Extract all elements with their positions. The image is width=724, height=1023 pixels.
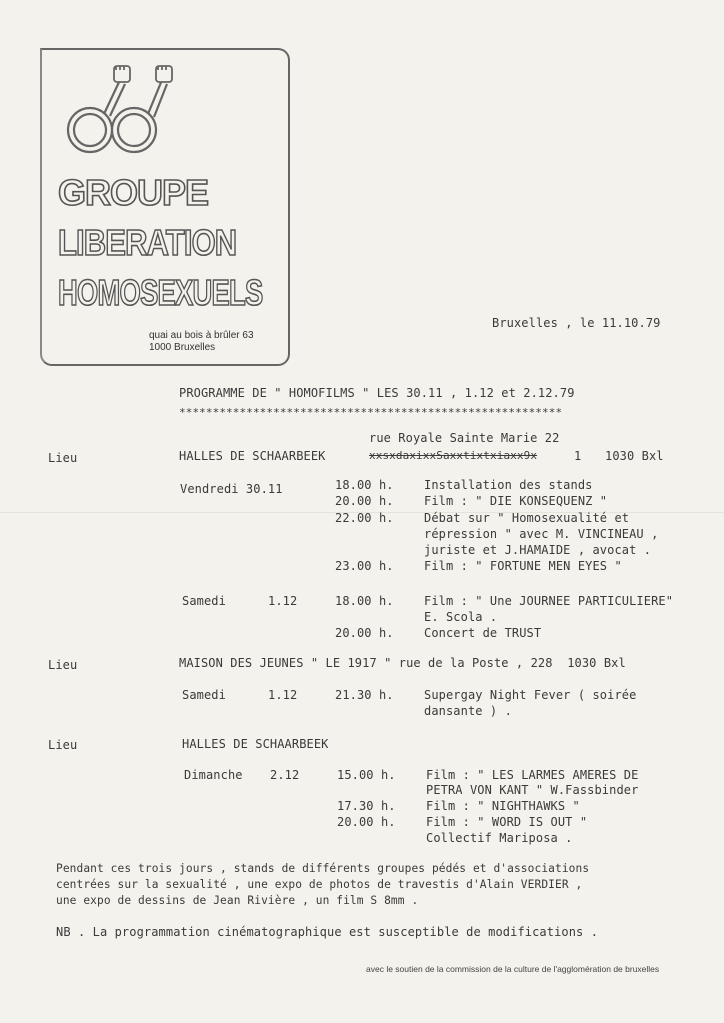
venue1-struck-text: xxsxdaxixxSaxxtixtxiaxx9x (369, 449, 538, 462)
venue3-name: HALLES DE SCHAARBEEK (182, 737, 329, 751)
venue3-text-3: Film : " NIGHTHAWKS " (426, 799, 580, 813)
venue1-lieu-label: Lieu (48, 451, 78, 465)
venue1-struck-suffix: 1 (574, 449, 582, 463)
day1-time-3: 22.00 h. (335, 511, 394, 525)
venue3-day-label: Dimanche (184, 768, 243, 782)
venue3-time-4: 20.00 h. (337, 815, 396, 829)
paragraph-line1: Pendant ces trois jours , stands de différents groupes pédés et d'associations (56, 862, 590, 875)
day1-time-6: 23.00 h. (335, 559, 394, 573)
programme-heading: PROGRAMME DE " HOMOFILMS " LES 30.11 , 1.12 et 2.12.79 (179, 386, 575, 400)
day2-time-1: 18.00 h. (335, 594, 394, 608)
day1-time-2: 20.00 h. (335, 494, 394, 508)
day2-date: 1.12 (268, 594, 298, 608)
day1-time-1: 18.00 h. (335, 478, 394, 492)
day2-text-3: Concert de TRUST (424, 626, 542, 640)
address-line2: 1000 Bruxelles (149, 342, 216, 353)
note-line: NB . La programmation cinématographique est susceptible de modifications . (56, 925, 599, 939)
day2-text-2: E. Scola . (424, 610, 498, 624)
date-line: Bruxelles , le 11.10.79 (492, 316, 661, 330)
venue3-text-5: Collectif Mariposa . (426, 831, 573, 845)
venue2-text-2: dansante ) . (424, 704, 512, 718)
venue2-lieu-label: Lieu (48, 658, 78, 672)
venue3-text-1: Film : " LES LARMES AMERES DE (426, 768, 639, 782)
org-name-line1: GROUPE (58, 172, 209, 213)
venue2-name: MAISON DES JEUNES " LE 1917 " rue de la Poste , 228 1030 Bxl (179, 656, 626, 670)
double-male-symbol-raised-fists-icon (58, 60, 178, 160)
venue2-day-date: 1.12 (268, 688, 298, 702)
asterisk-divider: ********************************************************* (179, 406, 563, 419)
day2-time-3: 20.00 h. (335, 626, 394, 640)
venue3-day-date: 2.12 (270, 768, 300, 782)
paragraph-line3: une expo de dessins de Jean Rivière , un film S 8mm . (56, 894, 419, 907)
venue2-day-label: Samedi (182, 688, 226, 702)
venue3-time-1: 15.00 h. (337, 768, 396, 782)
venue3-time-3: 17.30 h. (337, 799, 396, 813)
venue1-name: HALLES DE SCHAARBEEK (179, 449, 326, 463)
day1-text-1: Installation des stands (424, 478, 593, 492)
venue2-time: 21.30 h. (335, 688, 394, 702)
day2-text-1: Film : " Une JOURNEE PARTICULIERE" (424, 594, 674, 608)
address-line1: quai au bois à brûler 63 (149, 330, 254, 341)
day1-text-2: Film : " DIE KONSEQUENZ " (424, 494, 608, 508)
org-name-line3: HOMOSEXUELS (58, 272, 263, 313)
day1-text-4: répression " avec M. VINCINEAU , (424, 527, 659, 541)
day1-text-5: juriste et J.HAMAIDE , avocat . (424, 543, 652, 557)
day1-text-6: Film : " FORTUNE MEN EYES " (424, 559, 622, 573)
venue1-postcode: 1030 Bxl (605, 449, 664, 463)
venue3-lieu-label: Lieu (48, 738, 78, 752)
footer-sponsor-line: avec le soutien de la commission de la culture de l'agglomération de bruxelles (366, 964, 660, 974)
paragraph-line2: centrées sur la sexualité , une expo de photos de travestis d'Alain VERDIER , (56, 878, 583, 891)
venue3-text-2: PETRA VON KANT " W.Fassbinder (426, 783, 639, 797)
day2-label: Samedi (182, 594, 226, 608)
venue3-text-4: Film : " WORD IS OUT " (426, 815, 588, 829)
org-name-line2: LIBERATION (58, 222, 237, 263)
day1-text-3: Débat sur " Homosexualité et (424, 511, 630, 525)
venue2-text-1: Supergay Night Fever ( soirée (424, 688, 637, 702)
day1-label: Vendredi 30.11 (180, 482, 283, 496)
venue1-street: rue Royale Sainte Marie 22 (369, 431, 560, 445)
